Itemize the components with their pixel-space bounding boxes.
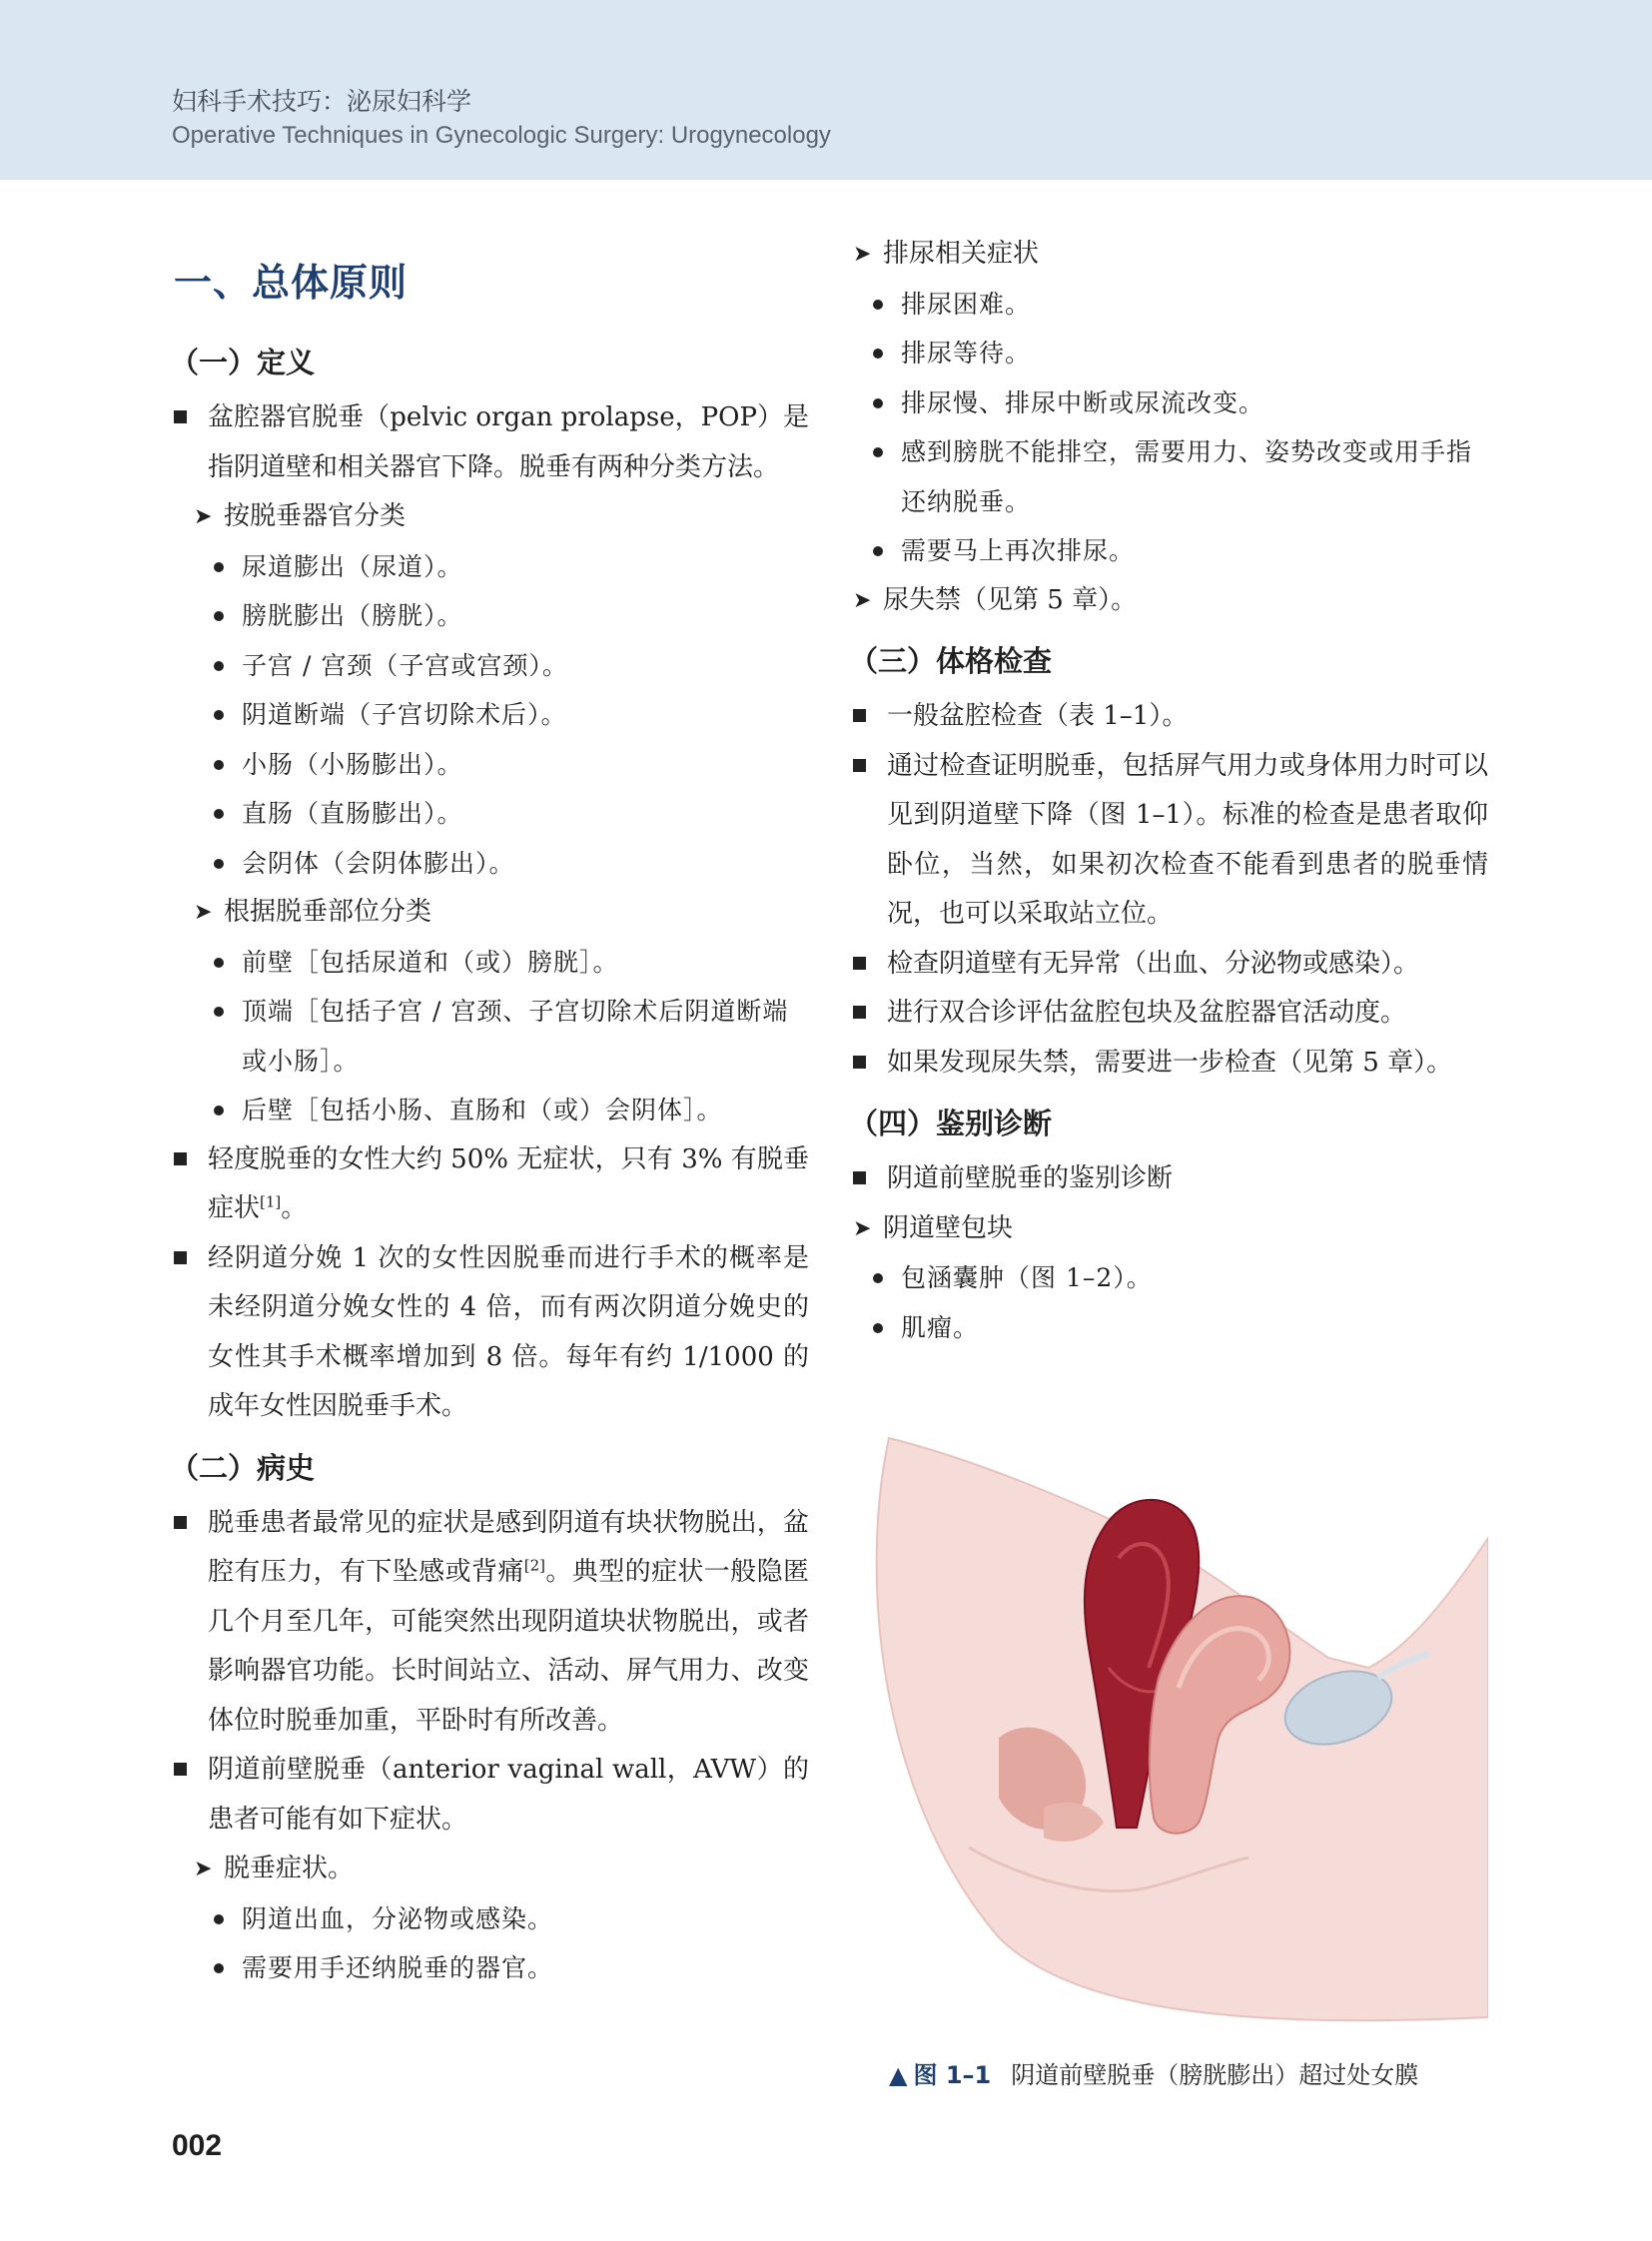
organ-item: 膀胱膨出（膀胱）。 [170,591,809,641]
mild-prolapse-paragraph [170,1135,809,1234]
reference-2: [2] [523,1556,546,1575]
urinary-item: 需要马上再次排尿。 [849,526,1488,576]
location-item: 后壁［包括小肠、直肠和（或）会阴体］。 [170,1086,809,1135]
caption-triangle-icon: ▲ [889,2061,908,2089]
mass-item: 包涵囊肿（图 1–2）。 [849,1253,1488,1303]
figure-label: 图 1–1 [913,2061,992,2089]
organ-item: 会阴体（会阴体膨出）。 [170,839,809,889]
page-header [0,0,1652,180]
subsection-exam-title: （三）体格检查 [849,644,1053,678]
symptoms-text-a: 脱垂患者最常见的症状是感到阴道有块状物脱出，盆腔有压力，有下坠感或背痛 [208,1507,809,1587]
differential-paragraph: 阴道前壁脱垂的鉴别诊断 [849,1154,1488,1204]
urinary-item: 排尿困难。 [849,280,1488,330]
location-item: 顶端［包括子宫 / 宫颈、子宫切除术后阴道断端或小肠］。 [170,987,809,1086]
organ-item: 直肠（直肠膨出）。 [170,789,809,839]
exam-item: 一般盆腔检查（表 1–1）。 [849,692,1488,742]
incontinence-sub: ➤ 尿失禁（见第 5 章）。 [849,576,1488,626]
organ-item: 子宫 / 宫颈（子宫或宫颈）。 [170,641,809,691]
subsection-differential-title: （四）鉴别诊断 [849,1107,1053,1140]
reference-1: [1] [260,1192,282,1211]
symptoms-text-b: 。典型的症状一般隐匿几个月至几年，可能突然出现阴道块状物脱出，或者影响器官功能。长时间站立、活动、屏气用力、改变体位时脱垂加重，平卧时有所改善。 [208,1557,809,1736]
avw-paragraph: 阴道前壁脱垂（anterior vaginal wall，AVW）的患者可能有如下症状。 [170,1746,809,1845]
right-column [849,230,1488,1352]
figure-caption-text: 阴道前壁脱垂（膀胱膨出）超过处女膜 [1011,2061,1419,2089]
anatomy-illustration [849,1418,1488,2027]
exam-item: 通过检查证明脱垂，包括屏气用力或身体用力时可以见到阴道壁下降（图 1–1）。标准的检查是患者取仰卧位，当然，如果初次检查不能看到患者的脱垂情况，也可以采取站立位。 [849,742,1488,940]
organ-item: 小肠（小肠膨出）。 [170,740,809,790]
urinary-item: 感到膀胱不能排空，需要用力、姿势改变或用手指还纳脱垂。 [849,427,1488,526]
section-title: 一、总体原则 [174,261,409,305]
mass-item: 肌瘤。 [849,1303,1488,1353]
symptoms-paragraph [170,1499,809,1747]
left-column [170,230,809,1993]
urinary-item: 排尿等待。 [849,329,1488,378]
book-title-en: Operative Techniques in Gynecologic Surgery: Urogynecology [172,122,831,149]
urinary-item: 排尿慢、排尿中断或尿流改变。 [849,378,1488,428]
location-item: 前壁［包括尿道和（或）膀胱］。 [170,938,809,988]
exam-item: 检查阴道壁有无异常（出血、分泌物或感染）。 [849,940,1488,990]
subsection-history-title: （二）病史 [170,1450,316,1485]
exam-item: 进行双合诊评估盆腔包块及盆腔器官活动度。 [849,989,1488,1039]
figure-caption [889,2055,1418,2090]
symptom-item: 需要用手还纳脱垂的器官。 [170,1943,809,1993]
symptom-item: 阴道出血，分泌物或感染。 [170,1894,809,1944]
mild-prolapse-text: 轻度脱垂的女性大约 50% 无症状，只有 3% 有脱垂症状 [208,1143,809,1223]
exam-item: 如果发现尿失禁，需要进一步检查（见第 5 章）。 [849,1039,1488,1089]
mild-prolapse-end: 。 [281,1193,308,1223]
book-title-zh: 妇科手术技巧：泌尿妇科学 [172,87,472,116]
organ-item: 尿道膨出（尿道）。 [170,542,809,592]
vaginal-mass-sub: ➤ 阴道壁包块 [849,1204,1488,1254]
page-number: 002 [172,2129,223,2162]
prolapse-symptoms-sub: ➤ 脱垂症状。 [170,1845,809,1894]
definition-paragraph: 盆腔器官脱垂（pelvic organ prolapse，POP）是指阴道壁和相关器官下降。脱垂有两种分类方法。 [170,393,809,492]
organ-item: 阴道断端（子宫切除术后）。 [170,690,809,740]
classification-by-location: ➤ 根据脱垂部位分类 [170,888,809,938]
subsection-definition-title: （一）定义 [170,346,316,379]
delivery-risk-paragraph: 经阴道分娩 1 次的女性因脱垂而进行手术的概率是未经阴道分娩女性的 4 倍，而有两次阴道分娩史的女性其手术概率增加到 8 倍。每年有约 1/1000 的成年女性因脱垂手术。 [170,1234,809,1432]
classification-by-organ: ➤ 按脱垂器官分类 [170,492,809,542]
urinary-symptoms-sub: ➤ 排尿相关症状 [849,230,1488,280]
